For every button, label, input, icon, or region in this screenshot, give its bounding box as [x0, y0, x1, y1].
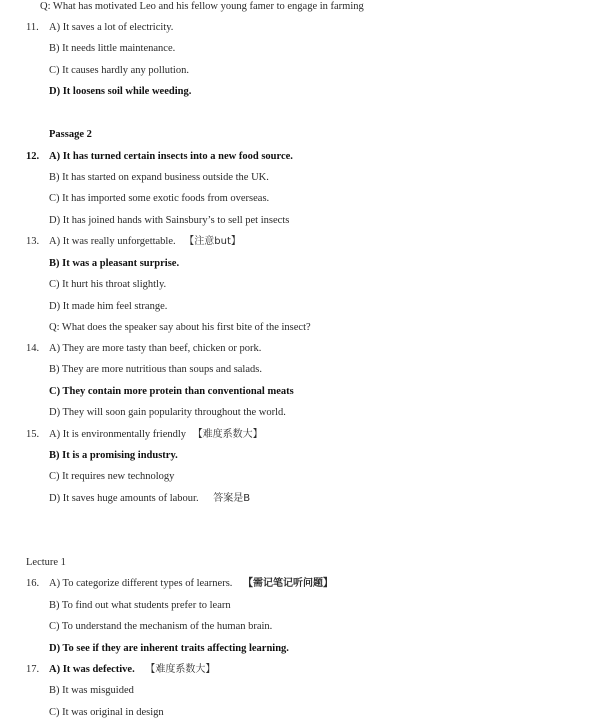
item-number: 11.	[26, 22, 39, 33]
annotation-note: 【需记笔记听问题】	[243, 578, 334, 589]
item-12-option-d	[49, 214, 289, 227]
option-text-answer: D) It loosens soil while weeding.	[49, 86, 192, 97]
item-12-option-c	[49, 192, 269, 205]
option-wrapper	[49, 663, 215, 676]
item-11-option-c	[49, 64, 189, 77]
option-text-answer: A) It has turned certain insects into a new food source.	[49, 151, 293, 162]
question-line	[49, 321, 311, 334]
option-text: C) It causes hardly any pollution.	[49, 65, 189, 76]
option-text: B) It needs little maintenance.	[49, 43, 176, 54]
item-number: 15.	[26, 429, 40, 440]
item-number: 13.	[26, 236, 40, 247]
item-15-option-c	[49, 470, 174, 483]
question-text: Q: What has motivated Leo and his fellow young famer to engage in farming	[40, 1, 364, 12]
option-text: B) They are more nutritious than soups and salads.	[49, 364, 262, 375]
annotation-note: 【难度系数大】	[145, 664, 216, 675]
option-text: B) To find out what students prefer to learn	[49, 600, 231, 611]
item-11-option-d	[49, 85, 191, 98]
option-text-answer: C) They contain more protein than conventional meats	[49, 386, 294, 397]
item-16-option-c	[49, 620, 272, 633]
item-15-option-d	[49, 492, 250, 505]
item-13-option-c	[49, 278, 166, 291]
section-heading-text: Passage 2	[49, 129, 92, 140]
item-12-option-a	[0, 150, 597, 163]
option-text-answer: B) It is a promising industry.	[49, 450, 178, 461]
item-17-option-b	[49, 684, 134, 697]
option-text: A) It saves a lot of electricity.	[49, 22, 174, 33]
item-14-option-d	[49, 406, 286, 419]
option-text-answer: A) It was defective.	[49, 664, 135, 675]
option-text: C) It was original in design	[49, 707, 164, 718]
item-17-option-c	[49, 706, 164, 719]
option-text: C) It requires new technology	[49, 471, 175, 482]
item-13-option-a	[0, 235, 597, 248]
option-text: A) It was really unforgettable.	[49, 236, 176, 247]
item-17-option-a	[0, 663, 597, 676]
option-text-answer: D) To see if they are inherent traits affecting learning.	[49, 643, 289, 654]
item-11-option-b	[49, 42, 175, 55]
section-heading	[49, 128, 92, 141]
item-12-option-b	[49, 171, 269, 184]
item-14-option-a	[0, 342, 597, 355]
option-text: A) They are more tasty than beef, chicken or pork.	[49, 343, 262, 354]
option-text: D) It has joined hands with Sainsbury’s to sell pet insects	[49, 215, 290, 226]
option-text: D) It made him feel strange.	[49, 301, 168, 312]
question-text: Q: What does the speaker say about his first bite of the insect?	[49, 322, 311, 333]
option-text: B) It was misguided	[49, 685, 134, 696]
question-line	[40, 0, 364, 13]
option-wrapper	[49, 577, 333, 590]
option-text: C) To understand the mechanism of the human brain.	[49, 621, 273, 632]
section-heading	[26, 556, 66, 569]
item-number: 17.	[26, 664, 40, 675]
item-15-option-b	[49, 449, 178, 462]
option-text: C) It has imported some exotic foods from overseas.	[49, 193, 270, 204]
item-16-option-a	[0, 577, 597, 590]
item-14-option-c	[49, 385, 294, 398]
option-text: B) It has started on expand business outside the UK.	[49, 172, 269, 183]
item-13-option-d	[49, 300, 167, 313]
item-15-option-a	[0, 428, 597, 441]
item-14-option-b	[49, 363, 262, 376]
item-number: 14.	[26, 343, 40, 354]
option-text: A) It is environmentally friendly	[49, 429, 187, 440]
option-text: C) It hurt his throat slightly.	[49, 279, 167, 290]
item-13-option-b	[49, 257, 179, 270]
item-16-option-d	[49, 642, 289, 655]
annotation-note: 【难度系数大】	[192, 429, 263, 440]
option-wrapper	[49, 428, 263, 441]
item-number: 12.	[26, 151, 40, 162]
option-text-answer: B) It was a pleasant surprise.	[49, 258, 180, 269]
item-16-option-b	[49, 599, 231, 612]
option-wrapper	[49, 235, 241, 248]
option-text: D) It saves huge amounts of labour.	[49, 493, 199, 504]
option-text: A) To categorize different types of learners.	[49, 578, 233, 589]
option-text: D) They will soon gain popularity throughout the world.	[49, 407, 286, 418]
answer-note: 答案是B	[213, 493, 251, 504]
item-11-option-a	[0, 21, 597, 34]
item-number: 16.	[26, 578, 40, 589]
annotation-note: 【注意but】	[184, 236, 241, 247]
section-heading-text: Lecture 1	[26, 557, 66, 568]
